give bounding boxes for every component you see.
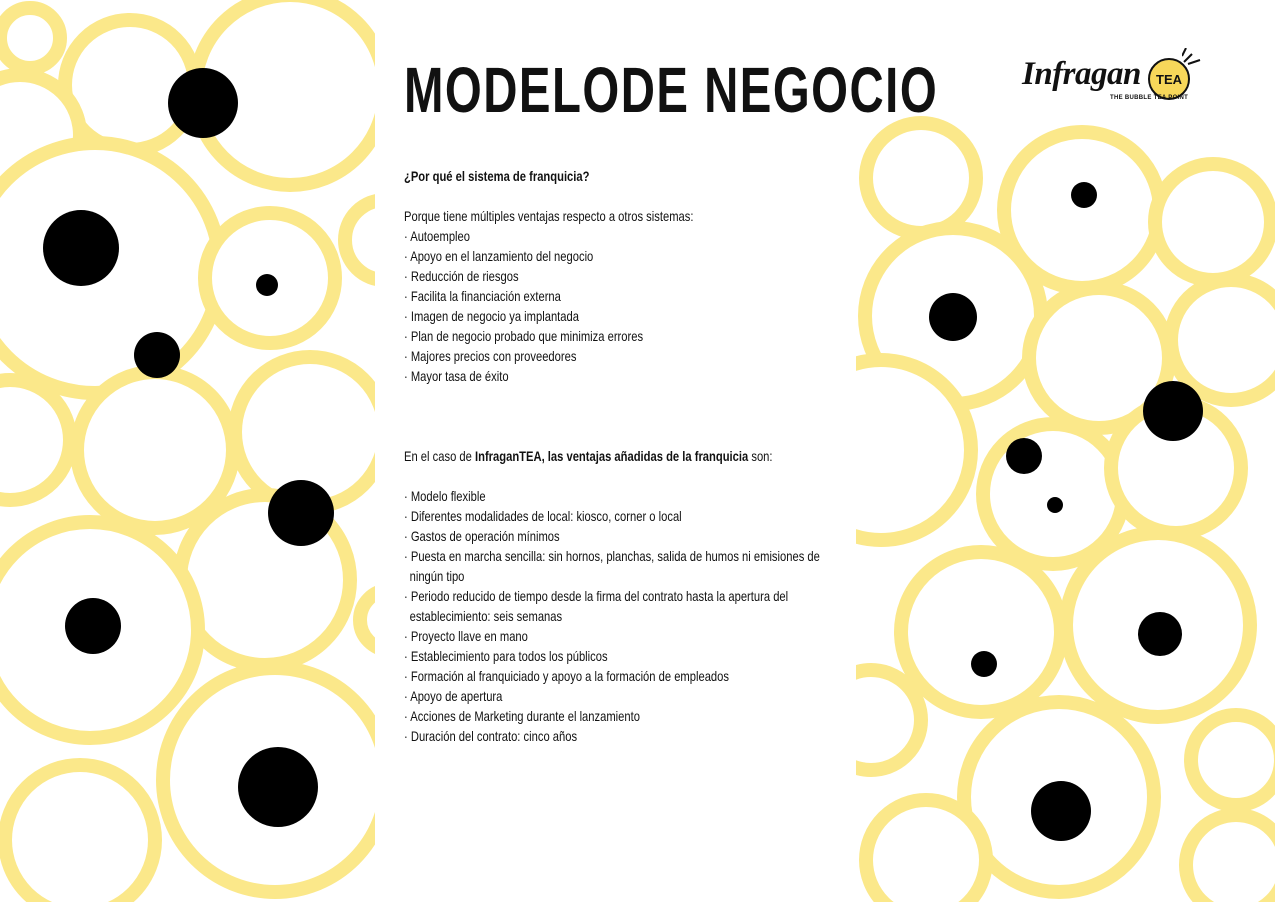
brand-logo bbox=[1018, 46, 1208, 126]
section-intro: Porque tiene múltiples ventajas respecto a otros sistemas: bbox=[404, 208, 694, 224]
list-item: · Establecimiento para todos los públicos bbox=[404, 646, 844, 666]
section-heading: ¿Por qué el sistema de franquicia? bbox=[404, 168, 590, 184]
list-item: · Apoyo en el lanzamiento del negocio bbox=[404, 246, 844, 266]
list-item: · Mayor tasa de éxito bbox=[404, 366, 844, 386]
intro-suffix: son: bbox=[748, 448, 773, 464]
logo-rays-icon bbox=[1182, 48, 1208, 68]
list-item: · Periodo reducido de tiempo desde la firma del contrato hasta la apertura del establecimiento: seis semanas bbox=[404, 586, 844, 626]
intro-prefix: En el caso de bbox=[404, 448, 475, 464]
logo-badge: TEA bbox=[1148, 58, 1190, 100]
list-item: · Diferentes modalidades de local: kiosco, corner o local bbox=[404, 506, 844, 526]
main-content bbox=[404, 166, 844, 746]
list-item: · Puesta en marcha sencilla: sin hornos, planchas, salida de humos ni emisiones de ningún tipo bbox=[404, 546, 844, 586]
logo-wordmark: Infragan bbox=[1022, 56, 1141, 92]
list-item: · Reducción de riesgos bbox=[404, 266, 844, 286]
list-item: · Autoempleo bbox=[404, 226, 844, 246]
intro-bold: InfraganTEA, las ventajas añadidas de la franquicia bbox=[474, 448, 749, 464]
list-item: · Apoyo de apertura bbox=[404, 686, 844, 706]
list-item: · Acciones de Marketing durante el lanzamiento bbox=[404, 706, 844, 726]
list-item: · Plan de negocio probado que minimiza errores bbox=[404, 326, 844, 346]
list-item: · Duración del contrato: cinco años bbox=[404, 726, 844, 746]
left-bubble-pattern bbox=[0, 0, 375, 902]
advantages-list bbox=[404, 226, 844, 386]
list-item: · Gastos de operación mínimos bbox=[404, 526, 844, 546]
section-intro-2 bbox=[404, 446, 844, 466]
list-item: · Majores precios con proveedores bbox=[404, 346, 844, 366]
list-item: · Proyecto llave en mano bbox=[404, 626, 844, 646]
left-rings bbox=[0, 0, 375, 902]
list-item: · Facilita la financiación externa bbox=[404, 286, 844, 306]
page-title: MODELODE NEGOCIO bbox=[404, 54, 939, 126]
list-item: · Imagen de negocio ya implantada bbox=[404, 306, 844, 326]
added-advantages-list bbox=[404, 486, 844, 746]
logo-tagline: THE BUBBLE TEA POINT bbox=[1110, 95, 1189, 101]
list-item: · Modelo flexible bbox=[404, 486, 844, 506]
right-bubble-pattern bbox=[856, 0, 1275, 902]
list-item: · Formación al franquiciado y apoyo a la formación de empleados bbox=[404, 666, 844, 686]
